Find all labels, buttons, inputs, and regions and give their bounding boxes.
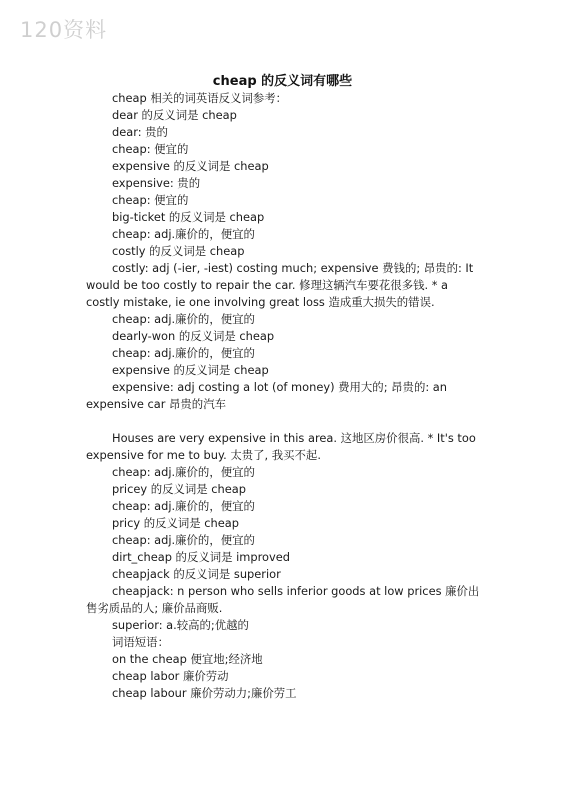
text-line: costly 的反义词是 cheap — [112, 244, 245, 258]
text-line: cheap: 便宜的 — [112, 193, 189, 207]
paragraph-expensive: expensive: adj costing a lot (of money) 费用大的; 昂贵的: an expensive car 昂贵的汽车 — [86, 380, 447, 411]
text-line: cheap: adj.廉价的，便宜的 — [112, 499, 255, 513]
text-line: cheapjack 的反义词是 superior — [112, 567, 281, 581]
blank-line — [86, 413, 480, 430]
text-line: cheap: adj.廉价的，便宜的 — [112, 465, 255, 479]
paragraph-costly: costly: adj (-ier, -iest) costing much; expensive 费钱的; 昂贵的: It would be too costly to repair the car. 修理这辆汽车要花很多钱. * a costly mistake, ie one involving great loss 造成重大损失的错误. — [86, 261, 474, 309]
watermark: 120资料 — [20, 18, 108, 42]
text-line: superior: a.较高的;优越的 — [112, 618, 249, 632]
text-line: pricy 的反义词是 cheap — [112, 516, 239, 530]
text-line: dear: 贵的 — [112, 125, 168, 139]
phrases-heading: 词语短语： — [112, 635, 169, 649]
page-title: cheap 的反义词有哪些 — [212, 74, 353, 89]
text-line: big-ticket 的反义词是 cheap — [112, 210, 265, 224]
phrase-item: cheap labor 廉价劳动 — [112, 669, 229, 683]
text-line: dearly-won 的反义词是 cheap — [112, 329, 275, 343]
text-line: dirt_cheap 的反义词是 improved — [112, 550, 291, 564]
text-line: expensive 的反义词是 cheap — [112, 159, 269, 173]
text-line: cheap: adj.廉价的，便宜的 — [112, 533, 255, 547]
document-body — [86, 90, 480, 702]
text-line: expensive: 贵的 — [112, 176, 201, 190]
text-line: cheap: 便宜的 — [112, 142, 189, 156]
text-line: cheap 相关的词英语反义词参考： — [112, 91, 288, 105]
text-line: expensive 的反义词是 cheap — [112, 363, 269, 377]
paragraph-cheapjack: cheapjack: n person who sells inferior goods at low prices 廉价出售劣质品的人; 廉价品商贩. — [86, 584, 480, 615]
text-line: pricey 的反义词是 cheap — [112, 482, 246, 496]
text-line: cheap: adj.廉价的，便宜的 — [112, 312, 255, 326]
text-line: cheap: adj.廉价的，便宜的 — [112, 227, 255, 241]
phrase-item: cheap labour 廉价劳动力;廉价劳工 — [112, 686, 297, 700]
phrase-item: on the cheap 便宜地;经济地 — [112, 652, 263, 666]
text-line: cheap: adj.廉价的，便宜的 — [112, 346, 255, 360]
paragraph-houses: Houses are very expensive in this area. 这地区房价很高. * It's too expensive for me to buy. 太贵了, 我买不起. — [86, 431, 476, 462]
text-line: dear 的反义词是 cheap — [112, 108, 237, 122]
